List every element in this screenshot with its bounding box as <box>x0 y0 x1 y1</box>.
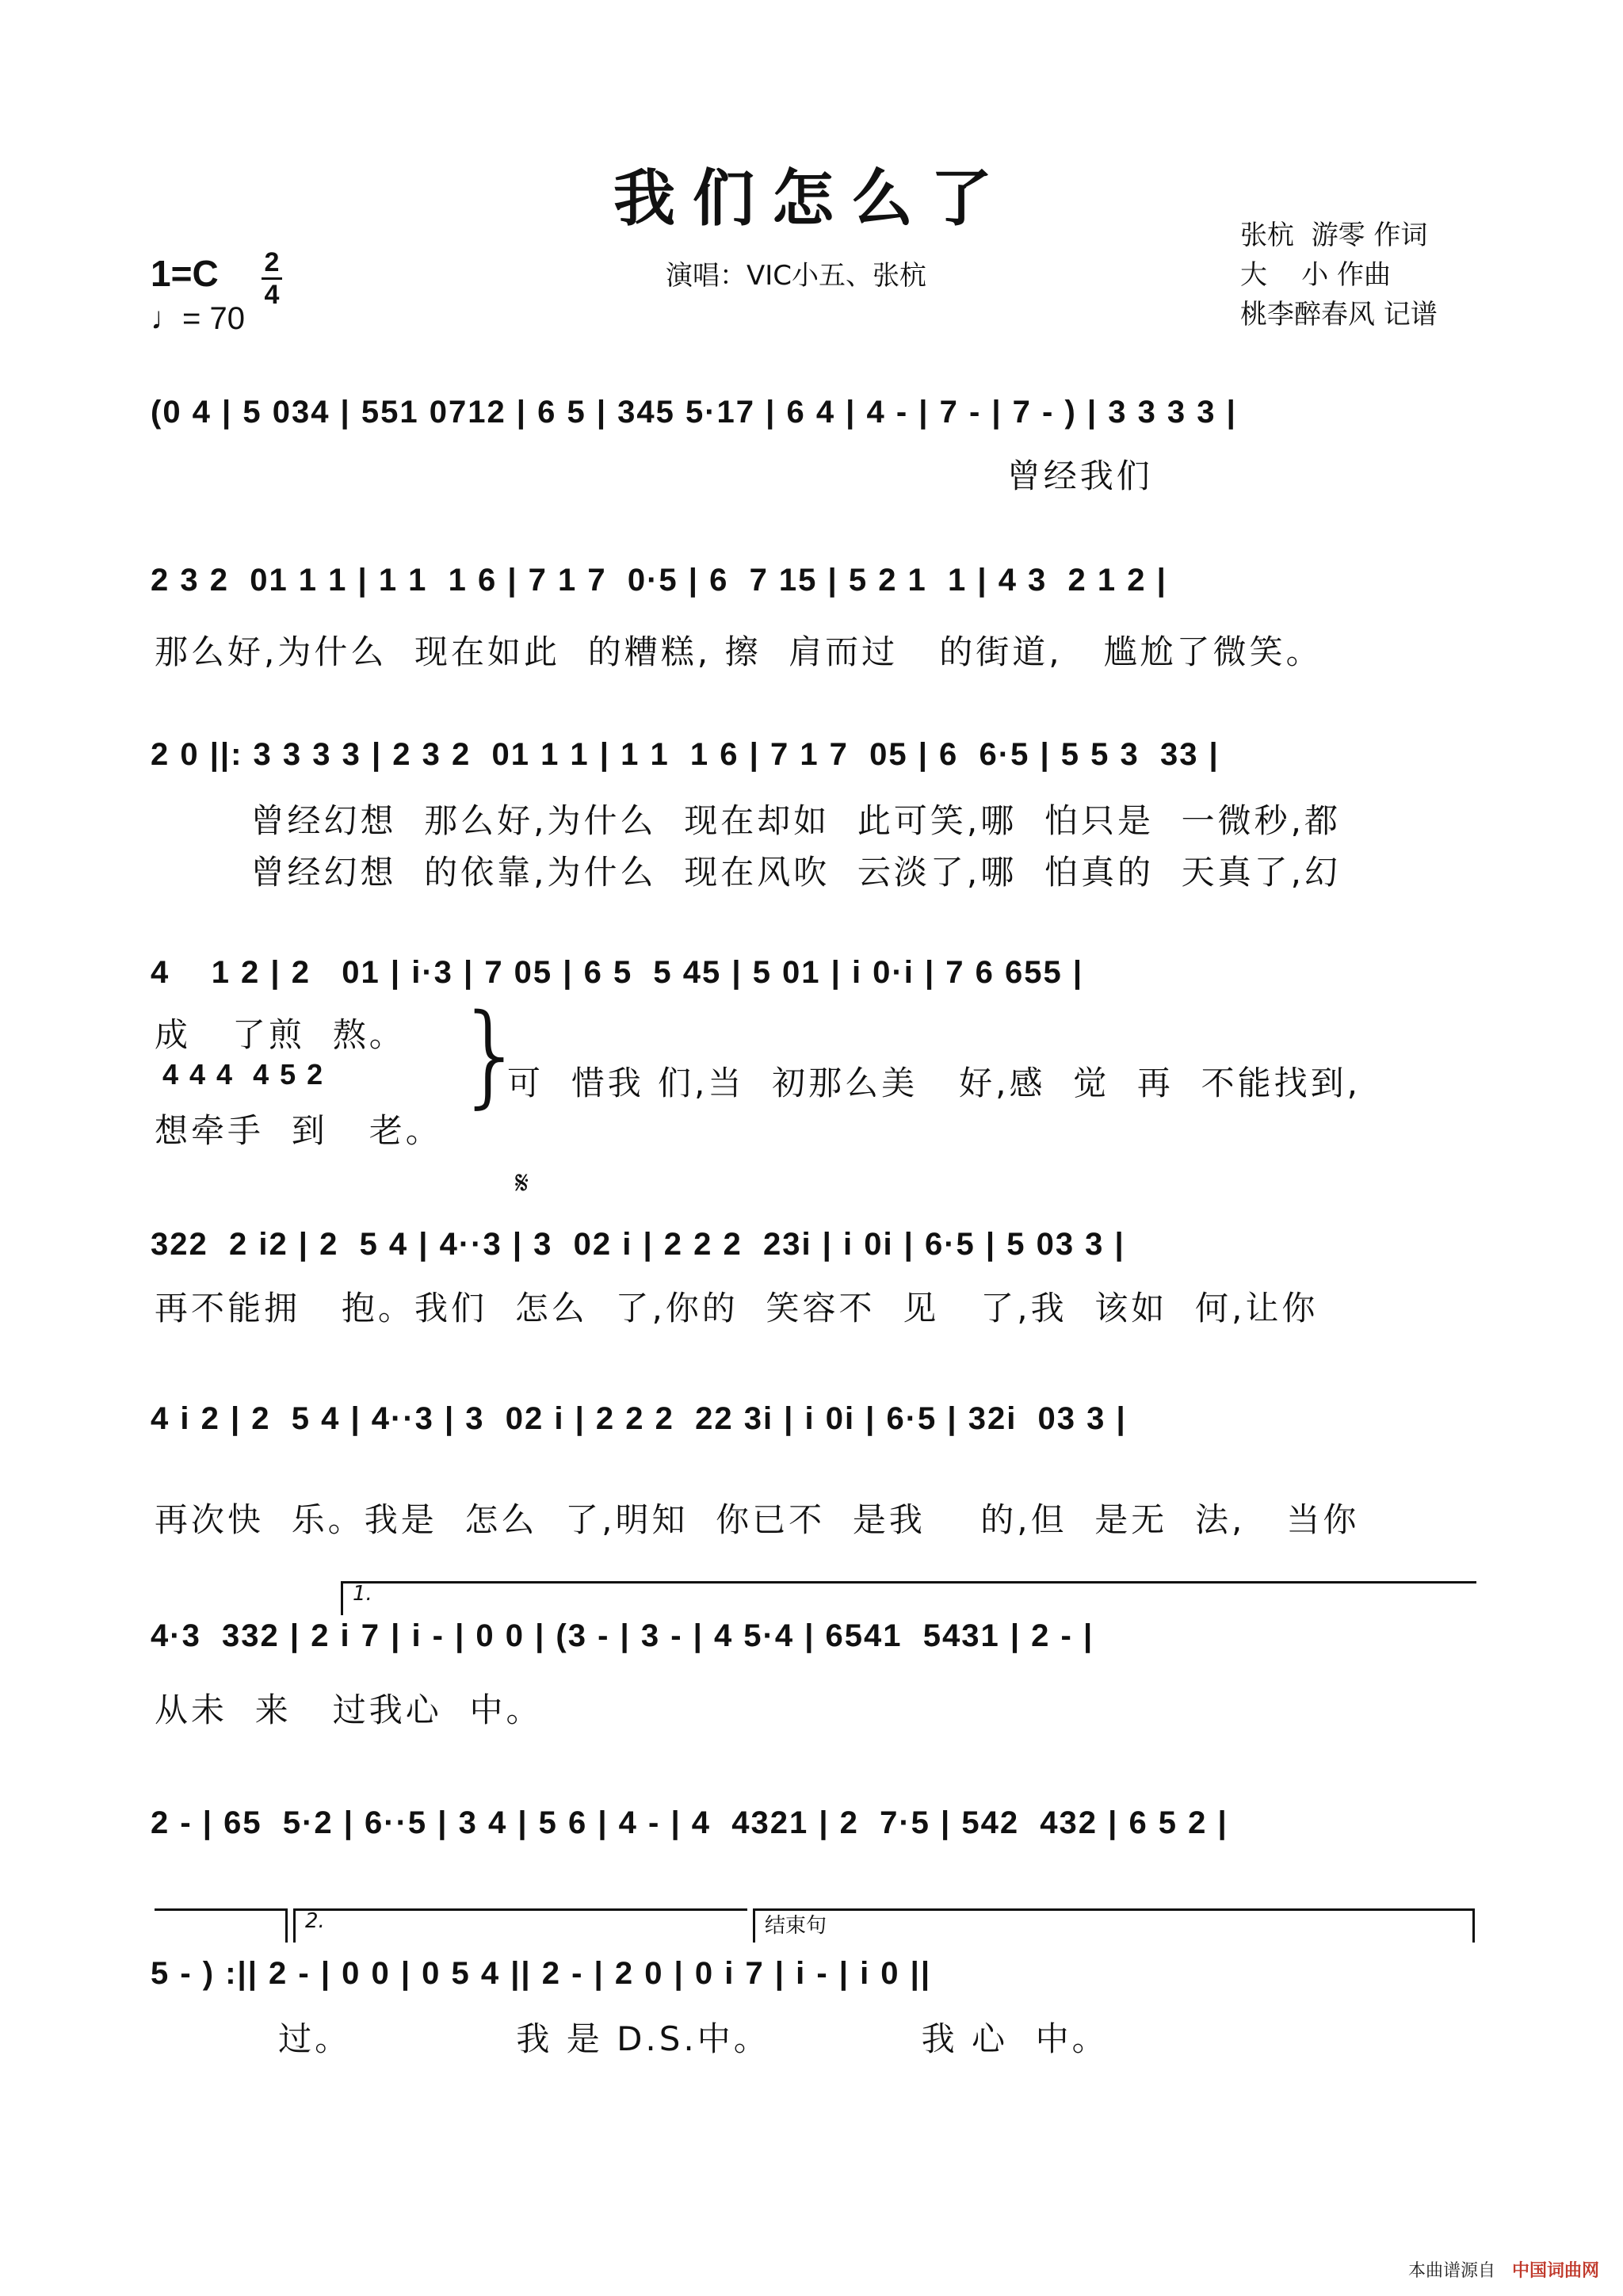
score-system-3: 2 0 ||: 3 3 3 3 | 2 3 2 01 1 1 | 1 1 1 6 | 7 1 7 05 | 6 6·5 | 5 5 3 33 | <box>151 737 1220 772</box>
score-system-4: 4 1 2 | 2 01 | i·3 | 7 05 | 6 5 5 45 | 5 01 | i 0·i | 7 6 655 | <box>151 955 1084 990</box>
tempo-marking: ♩= 70 <box>151 301 245 336</box>
score-system-6: 4 i 2 | 2 5 4 | 4··3 | 3 02 i | 2 2 2 22 3i | i 0i | 6·5 | 32i 03 3 | <box>151 1401 1127 1436</box>
score-system-9: 5 - ) :|| 2 - | 0 0 | 0 5 4 || 2 - | 2 0 | 0 i 7 | i - | i 0 || <box>151 1956 932 1991</box>
footer-source-label: 本曲谱源自 <box>1407 2261 1495 2281</box>
volta-2 <box>293 1908 747 1943</box>
lyrics-line-7: 从未 来 过我心 中。 <box>155 1690 543 1729</box>
key-signature: 1=C <box>151 253 219 294</box>
lyrics-line-4a: 成 了煎 熬。 <box>155 1015 406 1054</box>
credit-lyricist: 张杭 游零 作词 <box>1240 220 1428 251</box>
page-title: 我们怎么了 <box>613 162 1010 235</box>
time-signature-bottom: 4 <box>264 280 280 310</box>
volta-1-label: 1. <box>353 1582 372 1606</box>
score-system-2: 2 3 2 01 1 1 | 1 1 1 6 | 7 1 7 0·5 | 6 7 15 | 5 2 1 1 | 4 3 2 1 2 | <box>151 563 1167 598</box>
segno-icon: 𝄋 <box>515 1165 529 1201</box>
ending-label: 结束句 <box>765 1914 827 1938</box>
score-system-5: 322 2 i2 | 2 5 4 | 4··3 | 3 02 i | 2 2 2 23i | i 0i | 6·5 | 5 03 3 | <box>151 1227 1125 1262</box>
score-system-8: 2 - | 65 5·2 | 6··5 | 3 4 | 5 6 | 4 - | 4 4321 | 2 7·5 | 542 432 | 6 5 2 | <box>151 1805 1228 1840</box>
lyrics-line-6: 再次快 乐。我是 怎么 了,明知 你已不 是我 的,但 是无 法, 当你 <box>155 1500 1360 1539</box>
lyrics-line-9: 过。 我 是 D.S.中。 我 心 中。 <box>155 2019 1109 2058</box>
score-alt-notes: 4 4 4 4 5 2 <box>162 1058 325 1091</box>
credit-composer: 大 小 作曲 <box>1240 259 1392 291</box>
credits <box>1240 216 1438 334</box>
credit-transcriber: 桃李醉春风 记谱 <box>1240 299 1438 330</box>
footer-site-name: 中国词曲网 <box>1511 2261 1599 2281</box>
lyrics-line-3b: 曾经幻想 的依靠,为什么 现在风吹 云淡了,哪 怕真的 天真了,幻 <box>155 853 1342 892</box>
lyrics-brace: } <box>456 991 527 1120</box>
time-signature-top: 2 <box>264 247 280 277</box>
footer-source <box>1408 2257 1599 2282</box>
lyrics-line-1: 曾经我们 <box>155 457 1153 495</box>
time-signature <box>262 249 282 308</box>
lyrics-shared: 可 惜我 们,当 初那么美 好,感 觉 再 不能找到, <box>507 1064 1361 1102</box>
ending-bracket <box>753 1908 1475 1943</box>
volta-2-label: 2. <box>305 1909 325 1933</box>
repeat-end-bracket <box>155 1908 288 1943</box>
volta-1 <box>341 1581 1476 1615</box>
lyrics-line-4b: 想牵手 到 老。 <box>155 1111 442 1150</box>
lyrics-line-3a: 曾经幻想 那么好,为什么 现在却如 此可笑,哪 怕只是 一微秒,都 <box>155 801 1342 840</box>
lyrics-line-5: 再不能拥 抱。我们 怎么 了,你的 笑容不 见 了,我 该如 何,让你 <box>155 1289 1319 1328</box>
lyrics-line-2: 那么好,为什么 现在如此 的糟糕, 擦 肩而过 的街道, 尴尬了微笑。 <box>155 632 1323 671</box>
score-system-7: 4·3 332 | 2 i 7 | i - | 0 0 | (3 - | 3 - | 4 5·4 | 6541 5431 | 2 - | <box>151 1618 1094 1653</box>
score-system-1: (0 4 | 5 034 | 551 0712 | 6 5 | 345 5·17 | 6 4 | 4 - | 7 - | 7 - ) | 3 3 3 3 | <box>151 395 1237 430</box>
performer: 演唱：VIC小五、张杭 <box>666 260 927 292</box>
